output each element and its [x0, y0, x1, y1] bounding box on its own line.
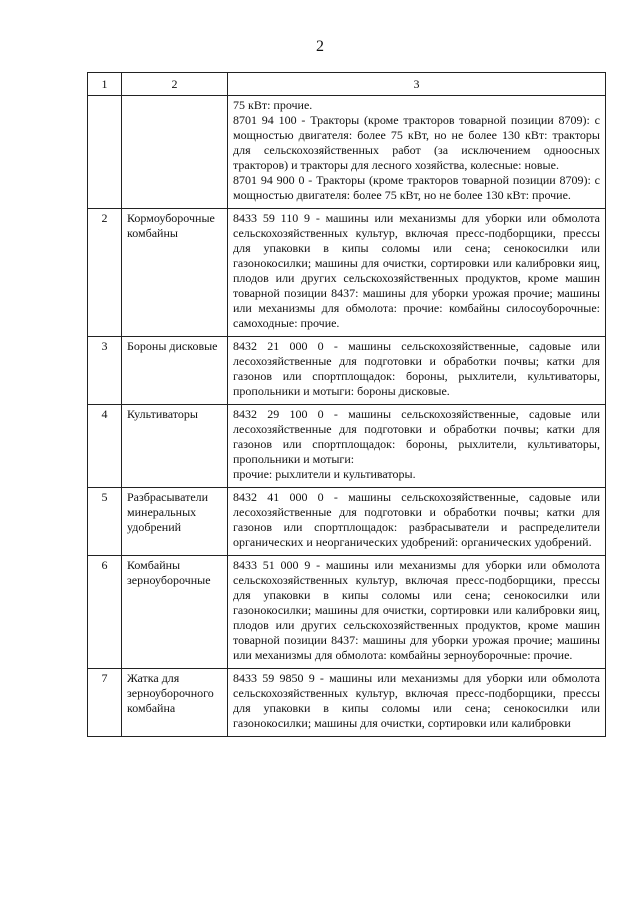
- page-number: 2: [316, 38, 324, 55]
- row-product-name: Культиваторы: [122, 405, 228, 488]
- row-number: 6: [88, 556, 122, 669]
- row-number: 3: [88, 337, 122, 405]
- header-col-3: 3: [228, 73, 606, 96]
- description-line: 8701 94 900 0 - Тракторы (кроме тракторов товарной позиции 8709): с мощностью двигателя: более 75 кВт, но не более 130 кВт: прочие.: [233, 173, 600, 202]
- row-product-name: Комбайны зерноуборочные: [122, 556, 228, 669]
- row-description: [228, 488, 606, 556]
- table-header-row: [88, 73, 606, 96]
- row-number: 5: [88, 488, 122, 556]
- row-description: [228, 96, 606, 209]
- description-line: 8433 59 9850 9 - машины или механизмы для уборки или обмолота сельскохозяйственных культур, включая пресс-подборщики, прессы для упаковки в кипы соломы или сена; сенокосилки или газонокосилки; машины для очистки, сортировки или калибровки: [233, 671, 600, 730]
- row-product-name: Кормоуборочные комбайны: [122, 209, 228, 337]
- row-description: [228, 337, 606, 405]
- row-description: [228, 669, 606, 737]
- table-row: [88, 488, 606, 556]
- row-number: [88, 96, 122, 209]
- table-row: [88, 337, 606, 405]
- row-description: [228, 556, 606, 669]
- description-line: 8432 21 000 0 - машины сельскохозяйственные, садовые или лесохозяйственные для подготовки и обработки почвы; катки для газонов или спортплощадок: бороны, рыхлители, культиваторы, пропольники и мотыги: бороны дисковые.: [233, 339, 600, 398]
- description-line: 8433 59 110 9 - машины или механизмы для уборки или обмолота сельскохозяйственных культур, включая пресс-подборщики, прессы для упаковки в кипы соломы или сена; сенокосилки или газонокосилки; машины для очистки, сортировки или калибровки яиц, плодов или других сельскохозяйственных продуктов, кроме машин товарной позиции 8437: машины для уборки урожая прочие; машины или механизмы для обмолота: прочие: комбайны силосоуборочные: самоходные: прочие.: [233, 211, 600, 330]
- description-line: 8432 29 100 0 - машины сельскохозяйственные, садовые или лесохозяйственные для подготовки и обработки почвы; катки для газонов или спортплощадок: бороны, рыхлители, культиваторы, пропольники и мотыги:: [233, 407, 600, 466]
- description-line: прочие: рыхлители и культиваторы.: [233, 467, 416, 481]
- row-number: 2: [88, 209, 122, 337]
- row-product-name: [122, 96, 228, 209]
- header-col-1: 1: [88, 73, 122, 96]
- goods-table: [87, 72, 606, 737]
- description-line: 8432 41 000 0 - машины сельскохозяйственные, садовые или лесохозяйственные для подготовки и обработки почвы; катки для газонов или спортплощадок: разбрасыватели и распределители органических и неорганических удобрений: органических удобрений.: [233, 490, 600, 549]
- row-product-name: Бороны дисковые: [122, 337, 228, 405]
- table-row: [88, 669, 606, 737]
- row-description: [228, 405, 606, 488]
- description-line: 75 кВт: прочие.: [233, 98, 313, 112]
- row-number: 7: [88, 669, 122, 737]
- table-row: [88, 209, 606, 337]
- table-row: [88, 96, 606, 209]
- table-row: [88, 556, 606, 669]
- table-row: [88, 405, 606, 488]
- row-number: 4: [88, 405, 122, 488]
- row-product-name: Разбрасыватели минеральных удобрений: [122, 488, 228, 556]
- row-product-name: Жатка для зерноуборочного комбайна: [122, 669, 228, 737]
- header-col-2: 2: [122, 73, 228, 96]
- description-line: 8701 94 100 - Тракторы (кроме тракторов товарной позиции 8709): с мощностью двигателя: более 75 кВт, но не более 130 кВт: тракторы для сельскохозяйственных работ (за исключением одноосных тракторов) и тракторы для лесного хозяйства, колесные: новые.: [233, 113, 600, 172]
- description-line: 8433 51 000 9 - машины или механизмы для уборки или обмолота сельскохозяйственных культур, включая пресс-подборщики, прессы для упаковки в кипы соломы или сена; сенокосилки или газонокосилки; машины для очистки, сортировки или калибровки яиц, плодов или других сельскохозяйственных продуктов, кроме машин товарной позиции 8437: машины для уборки урожая прочие; машины или механизмы для обмолота: комбайны зерноуборочные: прочие.: [233, 558, 600, 662]
- row-description: [228, 209, 606, 337]
